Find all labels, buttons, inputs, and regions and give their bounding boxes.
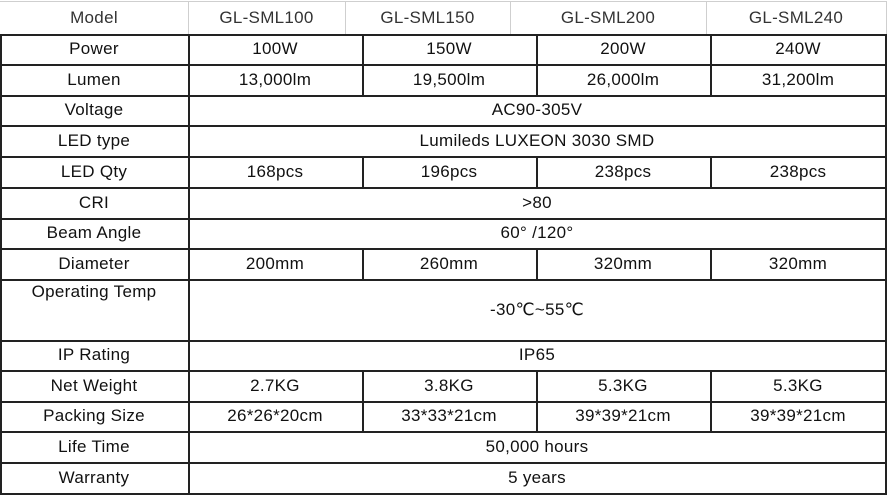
value-cell: 5.3KG [773,375,823,395]
column-divider [536,370,538,401]
value-cell: 33*33*21cm [401,406,497,425]
column-divider [362,156,364,187]
row-label: Power [69,39,119,58]
column-divider [710,401,712,431]
value-cell: 260mm [419,253,479,273]
row-divider [0,279,887,281]
column-divider [0,34,2,493]
value-cell: 39*39*21cm [575,406,671,425]
column-divider [536,248,538,279]
row-divider [0,218,887,220]
row-divider [0,462,887,464]
column-divider [510,2,511,34]
header-model-2: GL-SML150 [345,2,510,34]
value-cell: 238pcs [769,161,827,181]
row-label: Warranty [58,467,130,487]
header-model-3: GL-SML200 [510,2,706,34]
row-divider [0,493,887,495]
value-cell: 168pcs [246,161,304,181]
merged-value-cell: 50,000 hours [485,436,589,456]
row-label: Voltage [64,100,124,119]
row-label: Beam Angle [46,223,142,242]
row-label: LED type [57,130,131,150]
value-cell: 5.3KG [598,375,648,395]
row-divider [0,401,887,403]
value-cell: 196pcs [420,161,478,181]
row-divider [0,1,887,2]
row-divider [0,248,887,250]
value-cell: 39*39*21cm [750,406,846,425]
row-divider [0,95,887,97]
merged-value-cell: -30℃~55℃ [490,299,584,319]
column-divider [885,34,887,493]
value-cell: 31,200lm [761,69,835,89]
row-label: Life Time [58,436,130,456]
column-divider [536,401,538,431]
header-model-label: Model [0,2,188,34]
value-cell: 13,000lm [238,69,312,89]
merged-value-cell: >80 [522,192,552,212]
row-label: Packing Size [43,406,145,425]
value-cell: 26,000lm [586,69,660,89]
row-label: IP Rating [57,345,131,364]
row-divider [0,431,887,433]
value-cell: 100W [252,39,298,58]
row-divider [0,370,887,372]
row-divider [0,187,887,189]
merged-value-cell: 5 years [508,467,566,487]
row-label: Operating Temp [31,282,157,301]
column-divider [345,2,346,34]
column-divider [710,34,712,64]
column-divider [188,2,189,34]
column-divider [536,64,538,95]
column-divider [710,370,712,401]
column-divider [536,34,538,64]
column-divider [710,248,712,279]
value-cell: 200W [600,39,646,58]
column-divider [188,34,190,493]
value-cell: 238pcs [594,161,652,181]
value-cell: 240W [775,39,821,58]
column-divider [362,370,364,401]
row-divider [0,64,887,66]
row-label: Lumen [67,69,121,89]
row-label: Diameter [58,253,130,273]
row-label: LED Qty [60,161,128,181]
column-divider [362,64,364,95]
row-divider [0,125,887,127]
value-cell: 26*26*20cm [227,406,323,425]
column-divider [362,401,364,431]
header-model-1: GL-SML100 [188,2,345,34]
row-label: CRI [78,192,110,212]
column-divider [710,64,712,95]
value-cell: 320mm [768,253,828,273]
merged-value-cell: AC90-305V [491,100,583,119]
row-label: Net Weight [50,375,138,395]
column-divider [710,156,712,187]
column-divider [362,34,364,64]
value-cell: 320mm [593,253,653,273]
column-divider [536,156,538,187]
row-divider [0,34,887,36]
merged-value-cell: Lumileds LUXEON 3030 SMD [419,130,655,150]
row-divider [0,340,887,342]
value-cell: 3.8KG [424,375,474,395]
header-model-4: GL-SML240 [706,2,886,34]
column-divider [362,248,364,279]
column-divider [706,2,707,34]
merged-value-cell: IP65 [518,345,556,364]
value-cell: 200mm [245,253,305,273]
merged-value-cell: 60° /120° [500,223,574,242]
value-cell: 19,500lm [412,69,486,89]
row-divider [0,156,887,158]
value-cell: 2.7KG [250,375,300,395]
value-cell: 150W [426,39,472,58]
